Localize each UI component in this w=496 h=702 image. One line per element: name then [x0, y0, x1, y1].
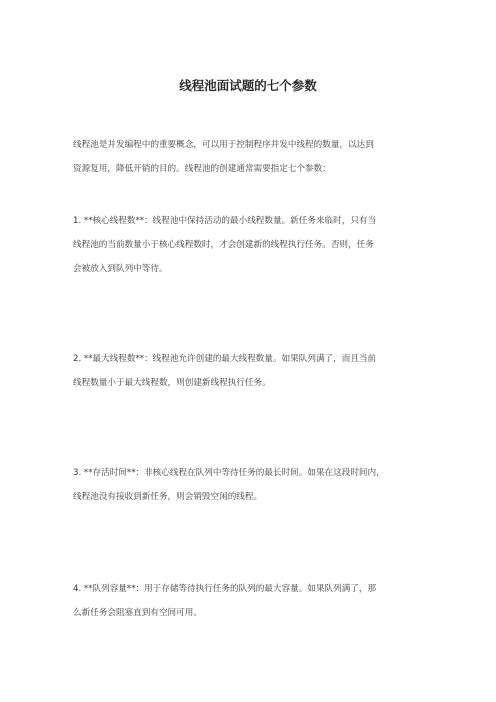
intro-line: 资源复用，降低开销的目的。线程池的创建通常需要指定七个参数： — [73, 164, 331, 174]
paragraph-line: 4. **队列容量**：用于存储等待执行任务的队列的最大容量。如果队列满了，那 — [73, 584, 377, 594]
paragraph-line: 线程池没有接收到新任务，则会销毁空闲的线程。 — [73, 492, 263, 502]
paragraph-line: 会被放入到队列中等待。 — [73, 264, 168, 274]
paragraph-line: 线程数量小于最大线程数，则创建新线程执行任务。 — [73, 378, 271, 388]
intro-paragraph — [73, 133, 425, 181]
parameter-item-core-threads — [73, 209, 425, 281]
parameter-item-keep-alive — [73, 461, 425, 509]
intro-line: 线程池是并发编程中的重要概念，可以用于控制程序并发中线程的数量，以达到 — [73, 140, 374, 150]
parameter-item-max-threads — [73, 347, 425, 395]
paragraph-line: 么新任务会阻塞直到有空间可用。 — [73, 608, 202, 618]
document-title: 线程池面试题的七个参数 — [179, 78, 317, 93]
parameter-item-queue-capacity — [73, 577, 425, 625]
paragraph-line: 3. **存活时间**：非核心线程在队列中等待任务的最长时间。如果在这段时间内， — [73, 468, 385, 478]
paragraph-line: 线程池的当前数量小于核心线程数时，才会创建新的线程执行任务。否则，任务 — [73, 240, 374, 250]
paragraph-line: 2. **最大线程数**：线程池允许创建的最大线程数量。如果队列满了，而且当前 — [73, 354, 377, 364]
paragraph-line: 1. **核心线程数**：线程池中保持活动的最小线程数量。新任务来临时，只有当 — [73, 216, 377, 226]
